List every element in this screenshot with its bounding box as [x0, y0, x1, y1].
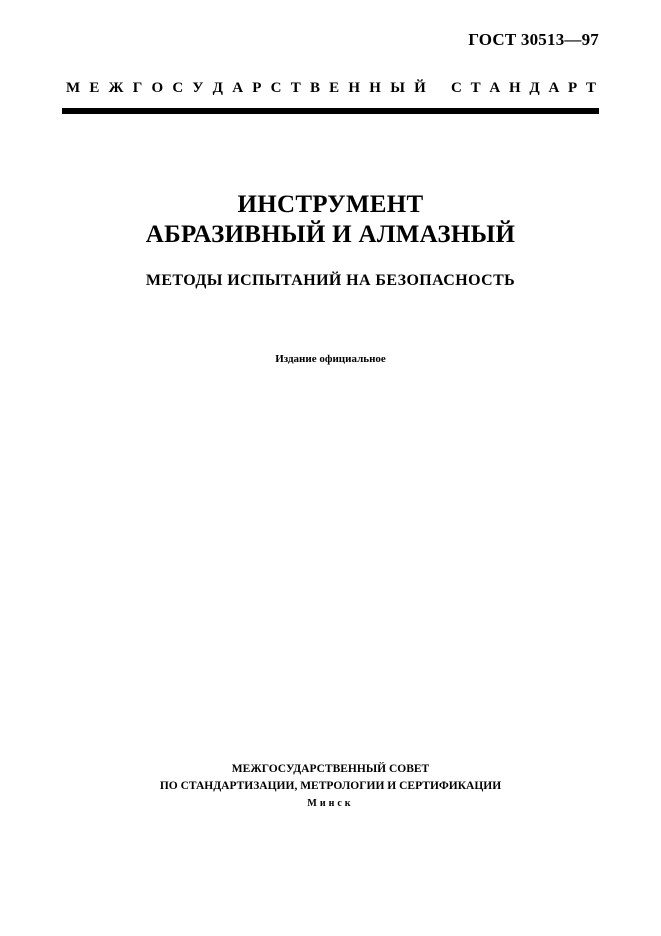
header-letter: Р	[568, 80, 578, 96]
header-letter: Н	[348, 80, 361, 96]
header-letter: С	[451, 80, 462, 96]
header-letter: А	[548, 80, 560, 96]
header-letter: Н	[369, 80, 381, 96]
header-rule	[62, 108, 599, 114]
header-letter: В	[309, 80, 320, 96]
document-code: ГОСТ 30513—97	[468, 30, 599, 49]
publisher-block	[0, 761, 661, 812]
header-letter: Ж	[108, 80, 124, 96]
header-letter: Д	[529, 80, 540, 96]
header-letter: А	[232, 80, 244, 96]
header-letter: Р	[252, 80, 262, 96]
header-letter: Н	[508, 80, 521, 96]
header-letter: Й	[414, 80, 426, 96]
header-letter: С	[270, 80, 282, 96]
title-block	[0, 190, 661, 250]
header-letter: Ы	[390, 80, 405, 96]
header-letter: Е	[329, 80, 340, 96]
header-letter: Т	[290, 80, 301, 96]
edition-note: Издание официальное	[275, 353, 386, 365]
header-letter: А	[489, 80, 501, 96]
subtitle: МЕТОДЫ ИСПЫТАНИЙ НА БЕЗОПАСНОСТЬ	[145, 272, 516, 289]
header-letter: Т	[585, 80, 596, 96]
standard-type-word-2	[451, 79, 596, 97]
standard-type-header	[66, 79, 596, 97]
header-letter: Е	[89, 80, 100, 96]
header-letter: О	[151, 80, 164, 96]
header-letter: С	[172, 80, 184, 96]
header-letter: Т	[470, 80, 481, 96]
title-line-2: АБРАЗИВНЫЙ И АЛМАЗНЫЙ	[145, 221, 516, 248]
title-line-1: ИНСТРУМЕНТ	[237, 191, 424, 218]
publisher-city: Минск	[307, 798, 354, 809]
header-letter: Д	[212, 80, 223, 96]
header-letter: У	[192, 80, 204, 96]
publisher-line-2: ПО СТАНДАРТИЗАЦИИ, МЕТРОЛОГИИ И СЕРТИФИКАЦИИ	[159, 780, 502, 792]
header-letter: М	[66, 80, 81, 96]
header-letter: Г	[132, 80, 143, 96]
standard-type-word-1	[66, 79, 426, 97]
publisher-line-1: МЕЖГОСУДАРСТВЕННЫЙ СОВЕТ	[231, 763, 430, 775]
